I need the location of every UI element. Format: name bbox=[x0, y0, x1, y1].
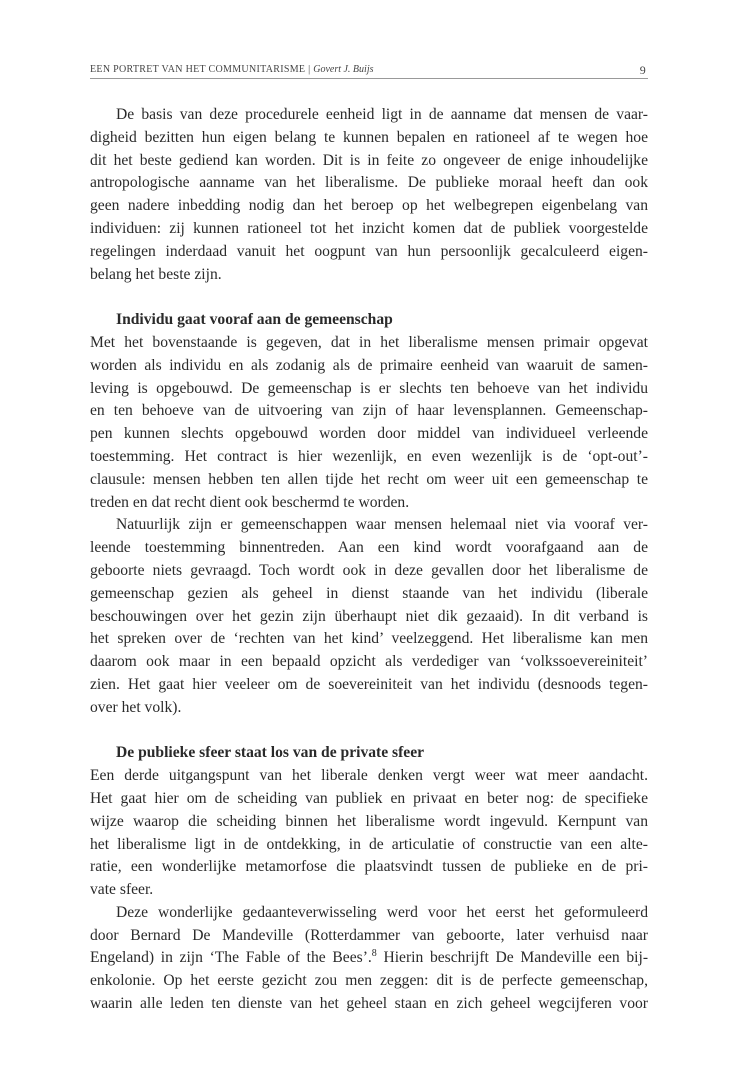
text-span: Hierin beschrijft De Mandeville een bij- bbox=[376, 949, 649, 967]
running-header bbox=[90, 62, 648, 79]
text-line: Deze wonderlijke gedaanteverwisseling werd voor het eerst het geformuleerd bbox=[116, 903, 648, 921]
text-line: toestemming. Het contract is hier wezenlijk, en even wezenlijk is de ‘opt-out’- bbox=[90, 447, 648, 465]
text-line: Natuurlijk zijn er gemeenschappen waar mensen helemaal niet via vooraf ver- bbox=[116, 516, 648, 534]
text-span: Engeland) in zijn ‘The Fable of the Bees’. bbox=[90, 949, 372, 967]
paragraph bbox=[90, 765, 648, 902]
text-line: digheid bezitten hun eigen belang te kunnen bepalen en rationeel af te wegen hoe bbox=[90, 128, 648, 146]
text-line: Een derde uitgangspunt van het liberale denken vergt weer wat meer aandacht. bbox=[90, 767, 648, 785]
author: Govert J. Buijs bbox=[313, 64, 374, 75]
text-line: vate sfeer. bbox=[90, 881, 154, 899]
text-line: dit het beste gediend kan worden. Dit is in feite zo ongeveer de enige inhoudelijke bbox=[90, 151, 648, 169]
text-line: De basis van deze procedurele eenheid ligt in de aanname dat mensen de vaar- bbox=[116, 106, 648, 123]
text-line: en ten behoeve van de uitvoering van zijn of haar levensplannen. Gemeenschap- bbox=[90, 402, 648, 420]
footnote-reference[interactable]: 8 bbox=[371, 948, 377, 960]
paragraph bbox=[90, 104, 648, 286]
page-body bbox=[90, 104, 648, 1016]
text-line: ratie, een wonderlijke metamorfose die plaatsvindt tussen de publieke en de pri- bbox=[90, 858, 648, 876]
text-line: gemeenschap gezien als geheel in dienst staande van het individu (liberale bbox=[90, 584, 648, 602]
text-line: antropologische aanname van het liberalisme. De publieke moraal heeft dan ook bbox=[90, 174, 648, 192]
text-line: door Bernard De Mandeville (Rotterdammer van geboorte, later verhuisd naar bbox=[90, 926, 648, 944]
text-line: zien. Het gaat hier veeleer om de soevereiniteit van het individu (desnoods tegen- bbox=[90, 675, 648, 693]
text-line: regelingen inderdaad vanuit het oogpunt van hun persoonlijk gecalculeerd eigen- bbox=[90, 242, 648, 260]
running-title bbox=[90, 64, 373, 75]
section-heading: Individu gaat vooraf aan de gemeenschap bbox=[116, 311, 393, 329]
page-number: 9 bbox=[639, 63, 646, 77]
text-line: clausule: mensen hebben ten allen tijde het recht om weer uit een gemeenschap te bbox=[90, 470, 648, 488]
text-line: het spreken over de ‘rechten van het kind’ veelzeggend. Het liberalisme kan men bbox=[90, 630, 648, 648]
text-line: enkolonie. Op het eerste gezicht zou men zeggen: dit is de perfecte gemeenschap, bbox=[90, 972, 648, 990]
text-line: treden en dat recht dient ook beschermd te worden. bbox=[90, 493, 410, 511]
text-line: leving is opgebouwd. De gemeenschap is er slechts ten behoeve van het individu bbox=[90, 379, 648, 397]
text-line: belang het beste zijn. bbox=[90, 265, 222, 283]
section-heading: De publieke sfeer staat los van de private sfeer bbox=[116, 744, 425, 762]
text-line: individuen: zij kunnen rationeel tot het inzicht komen dat de publiek voorgestelde bbox=[90, 219, 648, 237]
text-line: Met het bovenstaande is gegeven, dat in het liberalisme mensen primair opgevat bbox=[90, 333, 648, 351]
separator: | bbox=[305, 64, 314, 75]
paragraph bbox=[90, 332, 648, 514]
text-line: het liberalisme ligt in de ontdekking, in de articulatie of constructie van een alte- bbox=[90, 835, 648, 853]
text-line: worden als individu en als zodanig als de primaire eenheid van waaruit de samen- bbox=[90, 356, 648, 374]
text-line: leende toestemming binnentreden. Aan een kind wordt voorafgaand aan de bbox=[90, 539, 648, 557]
text-line: Het gaat hier om de scheiding van publiek en privaat en beter nog: de specifieke bbox=[90, 789, 648, 807]
text-line: geen nadere inbedding nodig dan het beroep op het welbegrepen eigenbelang van bbox=[90, 197, 648, 215]
text-line: pen kunnen slechts opgebouwd worden door middel van individueel verleende bbox=[90, 425, 648, 443]
text-line: over het volk). bbox=[90, 698, 182, 716]
text-line: geboorte niets gevraagd. Toch wordt ook in deze gevallen door het liberalisme de bbox=[90, 561, 648, 579]
text-line: beschouwingen over het gezin zijn überhaupt niet dik gezaaid). In dit verband is bbox=[90, 607, 648, 625]
text-line bbox=[90, 947, 648, 970]
text-line: wijze waarop die scheiding binnen het liberalisme wordt ingevuld. Kernpunt van bbox=[90, 812, 648, 830]
text-line: waarin alle leden ten dienste van het geheel staan en zich geheel wegcijferen voor bbox=[90, 995, 648, 1013]
paragraph bbox=[90, 514, 648, 719]
paragraph bbox=[90, 902, 648, 1016]
book-title: EEN PORTRET VAN HET COMMUNITARISME bbox=[90, 64, 306, 75]
text-line: daarom ook maar in een bepaald opzicht als verdediger van ‘volkssoevereiniteit’ bbox=[90, 653, 648, 671]
